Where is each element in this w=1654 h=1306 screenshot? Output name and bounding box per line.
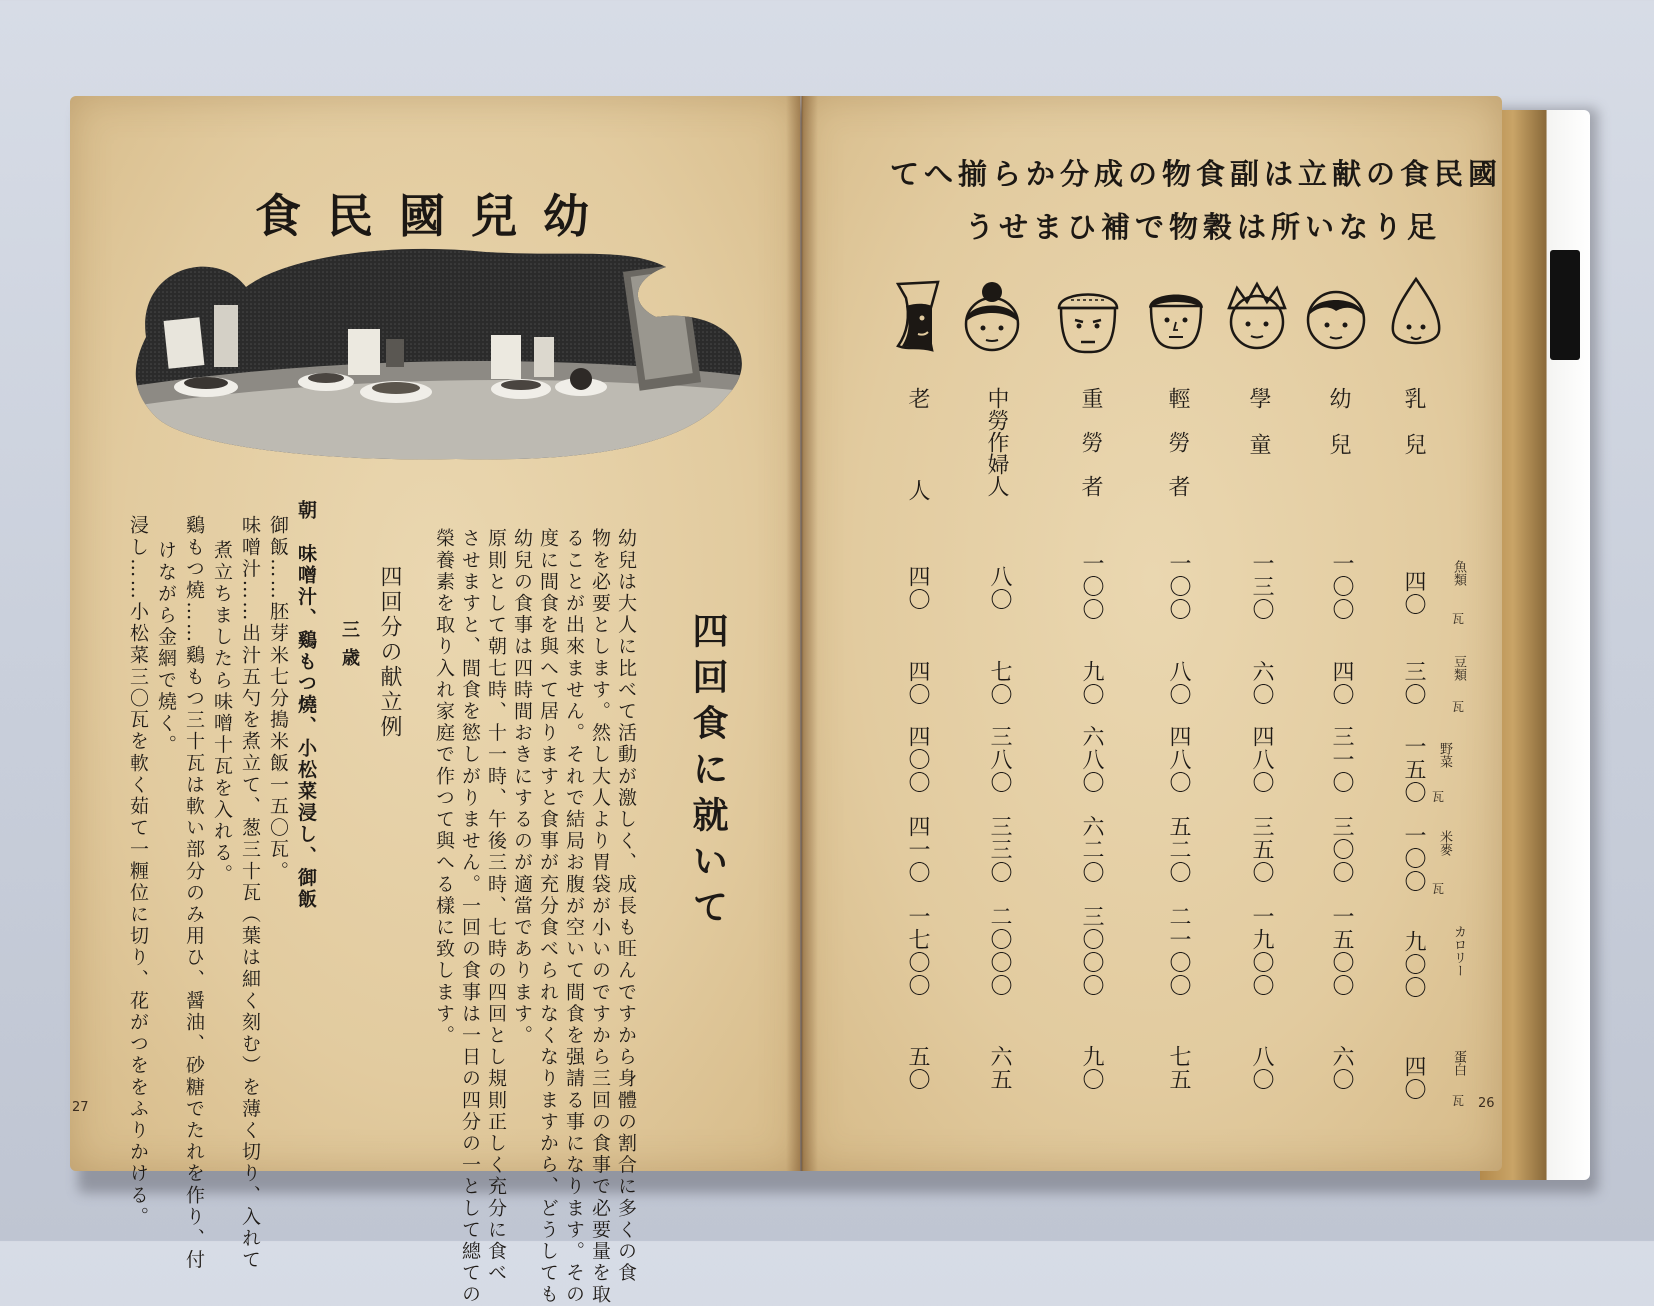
- child-face-icon: [1303, 285, 1369, 355]
- table-cell: 四一〇: [905, 815, 930, 884]
- table-cell: 九〇〇: [1401, 930, 1426, 999]
- menu-line: 御飯……胚芽米七分搗米飯一五〇瓦。: [267, 515, 289, 883]
- menu-title: 四回分の献立例: [377, 565, 402, 740]
- row-header: 米麥: [1437, 830, 1452, 856]
- table-cell: 九〇: [1079, 660, 1104, 706]
- table-cell: 一七〇〇: [905, 905, 930, 997]
- table-cell: 七〇: [987, 660, 1012, 706]
- right-title-line2: [965, 205, 1441, 246]
- title-line2-text: 足りない所は穀物で補ひませう: [965, 210, 1442, 244]
- table-cell: 一五〇: [1401, 735, 1426, 804]
- paragraph-line: 原則として朝七時、十一時、午後三時、七時の四回とし規則正しく充分に食べ: [485, 528, 507, 1284]
- table-cell: 二一〇〇: [1166, 905, 1191, 997]
- row-header: 蛋白: [1451, 1050, 1466, 1076]
- right-page: [802, 96, 1502, 1171]
- table-cell: 七五: [1166, 1045, 1191, 1091]
- table-cell: 五〇: [905, 1045, 930, 1091]
- schoolchild-face-icon: [1223, 280, 1291, 356]
- unit-label: 瓦: [1452, 612, 1465, 626]
- row-header: カロリー: [1451, 925, 1466, 977]
- table-cell: 一五〇〇: [1329, 905, 1354, 997]
- book-gutter: [786, 96, 818, 1171]
- table-cell: 九〇: [1079, 1045, 1104, 1091]
- table-cell: 六八〇: [1079, 725, 1104, 794]
- menu-line: けながら金網で燒く。: [155, 540, 177, 756]
- paragraph-line: させますと、間食を慾しがりません。一回の食事は一日の四分の一として總ての: [459, 528, 481, 1306]
- age-label: 三歳: [339, 620, 360, 676]
- table-cell: 三〇〇〇: [1079, 905, 1104, 997]
- table-cell: 八〇: [1166, 660, 1191, 706]
- category-label: 乳兒: [1401, 387, 1426, 479]
- menu-line: 朝 味噌汁、鷄もつ燒、小松菜浸し、御飯: [295, 500, 317, 911]
- table-cell: 四〇〇: [905, 725, 930, 794]
- food-display-photo: [126, 247, 756, 467]
- title-line1-text: 國民食の献立は副食物の成分から揃へて: [890, 157, 1503, 191]
- table-cell: 一〇〇: [1166, 552, 1191, 621]
- table-cell: 五二〇: [1166, 815, 1191, 884]
- table-cell: 三〇: [1401, 660, 1426, 706]
- table-cell: 三五〇: [1249, 815, 1274, 884]
- table-cell: 一〇〇: [1329, 552, 1354, 621]
- table-cell: 六〇: [1249, 660, 1274, 706]
- section-title: 四回食に就いて: [687, 612, 729, 934]
- table-cell: 四〇: [905, 660, 930, 706]
- heavy-worker-face-icon: [1053, 286, 1123, 360]
- table-cell: 三一〇: [1329, 725, 1354, 794]
- table-cell: 一九〇〇: [1249, 905, 1274, 997]
- page-number-left: 27: [72, 1100, 89, 1115]
- unit-label: 瓦: [1432, 790, 1445, 804]
- table-cell: 四八〇: [1249, 725, 1274, 794]
- menu-line: 煮立ちましたら味噌十瓦を入れる。: [211, 540, 233, 886]
- paragraph-line: ることが出來ません。それで結局お腹が空いて間食を强請る事になります。その: [563, 528, 585, 1306]
- unit-label: 瓦: [1432, 882, 1445, 896]
- table-cell: 八〇: [1249, 1045, 1274, 1091]
- table-cell: 三八〇: [987, 725, 1012, 794]
- menu-line: 鷄もつ燒……鷄もつ三十瓦は軟い部分のみ用ひ、醤油、砂糖でたれを作り、付: [183, 515, 205, 1271]
- table-cell: 一〇〇: [1401, 824, 1426, 893]
- table-cell: 四〇: [1401, 570, 1426, 616]
- table-cell: 八〇: [987, 565, 1012, 611]
- elder-face-icon: [888, 276, 948, 360]
- left-page-title: 幼兒國民食: [255, 189, 615, 243]
- paragraph-line: 幼兒は大人に比べて活動が激しく、成長も旺んですから身體の割合に多くの食: [615, 528, 637, 1284]
- paragraph-line: 度に間食を與へて居りますと食事が充分食べられなくなりますから、どうしても: [537, 528, 559, 1306]
- category-label: 重勞者: [1078, 387, 1103, 519]
- table-cell: 三〇〇: [1329, 815, 1354, 884]
- table-cell: 六〇: [1329, 1045, 1354, 1091]
- table-cell: 六二〇: [1079, 815, 1104, 884]
- table-cell: 二〇〇〇: [987, 905, 1012, 997]
- table-cell: 四八〇: [1166, 725, 1191, 794]
- table-cell: 四〇: [905, 565, 930, 611]
- baby-face-icon: [1385, 275, 1447, 359]
- table-cell: 一〇〇: [1079, 552, 1104, 621]
- unit-label: 瓦: [1452, 1094, 1465, 1108]
- menu-line: 浸し……小松菜三〇瓦を軟く茹て一糎位に切り、花がつををふりかける。: [127, 515, 149, 1228]
- table-cell: 四〇: [1401, 1055, 1426, 1101]
- index-tab: [1550, 250, 1580, 360]
- category-label: 老人: [905, 387, 930, 571]
- category-label: 學童: [1246, 387, 1271, 479]
- table-cell: 三三〇: [987, 815, 1012, 884]
- right-title-line1: [890, 152, 1502, 193]
- row-header: 野菜: [1437, 742, 1452, 768]
- paragraph-line: 榮養素を取り入れ家庭で作つて與へる樣に致します。: [433, 528, 455, 1047]
- category-label: 輕勞者: [1165, 387, 1190, 519]
- table-cell: 一三〇: [1249, 552, 1274, 621]
- woman-face-icon: [958, 278, 1026, 356]
- row-header: 魚類: [1451, 560, 1466, 586]
- page-number-right: 26: [1478, 1096, 1495, 1111]
- table-cell: 四〇: [1329, 660, 1354, 706]
- paragraph-line: 幼兒の食事は四時間おきにするのが適當であります。: [511, 528, 533, 1047]
- unit-label: 瓦: [1452, 700, 1465, 714]
- light-worker-face-icon: [1143, 282, 1209, 356]
- menu-line: 味噌汁……出汁五勺を煮立て、葱三十瓦（葉は細く刻む）を薄く切り、入れて: [239, 515, 261, 1271]
- table-cell: 六五: [987, 1045, 1012, 1091]
- row-header: 豆類: [1451, 655, 1466, 681]
- category-label: 幼兒: [1326, 387, 1351, 479]
- paragraph-line: 物を必要とします。然し大人より胃袋が小いのですから三回の食事で必要量を取: [589, 528, 611, 1306]
- category-label: 中勞作婦人: [984, 387, 1009, 497]
